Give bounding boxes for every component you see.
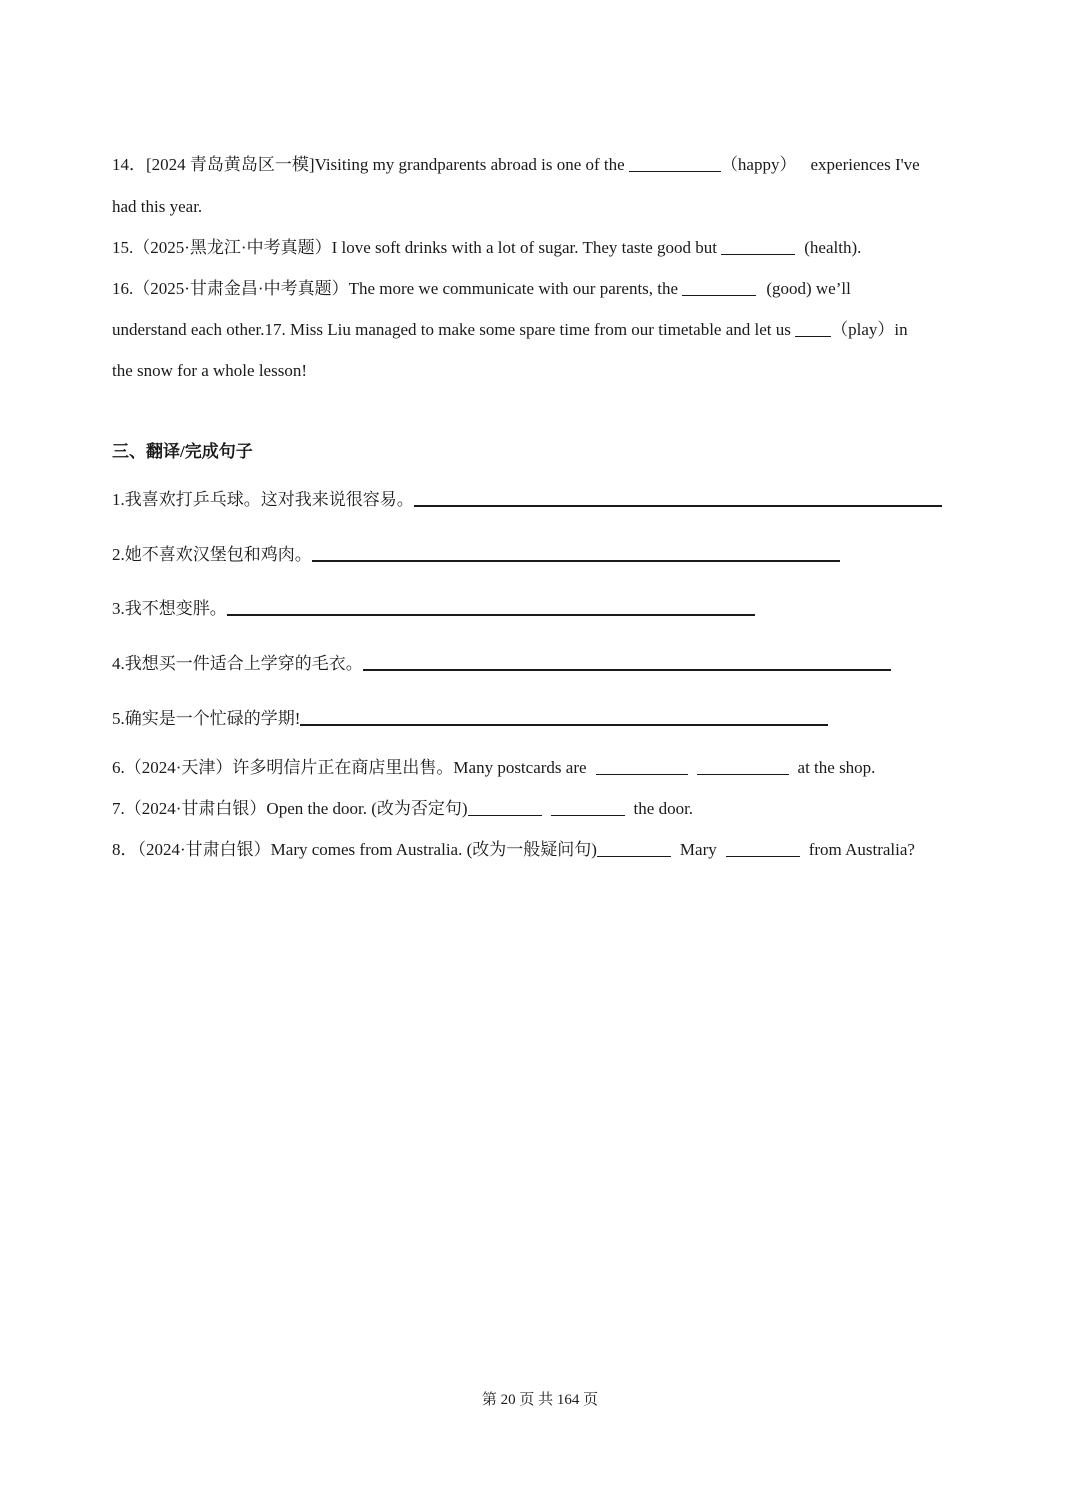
sentence-8-text: 8．（2024·甘肃白银）Mary comes from Australia. (改为一般疑问句) [112, 840, 597, 859]
sentence-8-text-mid: Mary [679, 840, 717, 859]
question-17-text-end: the snow for a whole lesson! [112, 361, 307, 380]
translate-sentence-3 [112, 598, 755, 620]
answer-blank[interactable] [721, 238, 795, 255]
question-16-line-3 [112, 360, 307, 382]
answer-blank[interactable] [697, 758, 789, 775]
sentence-2-text: 2.她不喜欢汉堡包和鸡肉。 [112, 545, 312, 564]
sentence-6-text-end: at the shop. [797, 758, 876, 777]
answer-line[interactable] [227, 598, 755, 616]
sentence-6-text: 6.（2024·天津）许多明信片正在商店里出售。Many postcards are [112, 758, 587, 777]
question-14-line-1 [112, 154, 920, 176]
complete-sentence-8 [112, 839, 915, 861]
question-16-line-1 [112, 278, 851, 300]
answer-line[interactable] [363, 653, 891, 671]
answer-blank[interactable] [597, 840, 671, 857]
answer-blank[interactable] [726, 840, 800, 857]
complete-sentence-7 [112, 798, 693, 820]
sentence-8-text-end: from Australia? [808, 840, 915, 859]
question-16-line-2 [112, 319, 908, 341]
translate-sentence-5 [112, 708, 828, 730]
translate-sentence-1 [112, 489, 942, 511]
page-number: 第 20 页 共 164 页 [481, 1392, 599, 1408]
answer-blank[interactable] [795, 320, 831, 337]
question-14-text: 14．[2024 青岛黄岛区一模]Visiting my grandparents abroad is one of the [112, 155, 629, 174]
answer-blank[interactable] [629, 155, 721, 172]
question-16-hint: (good) we’ll [766, 279, 851, 298]
question-15-line [112, 237, 861, 259]
answer-blank[interactable] [596, 758, 688, 775]
sentence-3-text: 3.我不想变胖。 [112, 599, 227, 618]
answer-blank[interactable] [468, 799, 542, 816]
answer-line[interactable] [312, 544, 840, 562]
question-14-text-end: had this year. [112, 197, 203, 216]
question-14-hint: （happy） [720, 155, 797, 174]
complete-sentence-6 [112, 757, 875, 779]
translate-sentence-4 [112, 653, 891, 675]
question-17-hint: （play）in [831, 320, 908, 339]
section-3-heading: 三、翻译/完成句子 [112, 442, 253, 461]
question-17-text: understand each other.17. Miss Liu managed to make some spare time from our timetable and let us [112, 320, 796, 339]
sentence-1-text: 1.我喜欢打乒乓球。这对我来说很容易。 [112, 490, 414, 509]
question-16-text: 16.（2025·甘肃金昌·中考真题）The more we communicate with our parents, the [112, 279, 683, 298]
sentence-7-text-end: the door. [633, 799, 694, 818]
translate-sentence-2 [112, 544, 840, 566]
answer-blank[interactable] [682, 279, 756, 296]
sentence-7-text: 7.（2024·甘肃白银）Open the door. (改为否定句) [112, 799, 468, 818]
question-14-text-cont: experiences I've [810, 155, 920, 174]
sentence-4-text: 4.我想买一件适合上学穿的毛衣。 [112, 654, 363, 673]
answer-line[interactable] [300, 708, 828, 726]
question-14-line-2 [112, 196, 202, 218]
question-15-text: 15.（2025·黑龙江·中考真题）I love soft drinks with a lot of sugar. They taste good but [112, 238, 722, 257]
sentence-5-text: 5.确实是一个忙碌的学期! [112, 709, 301, 728]
answer-line[interactable] [414, 489, 942, 507]
question-15-hint: (health). [804, 238, 862, 257]
answer-blank[interactable] [551, 799, 625, 816]
